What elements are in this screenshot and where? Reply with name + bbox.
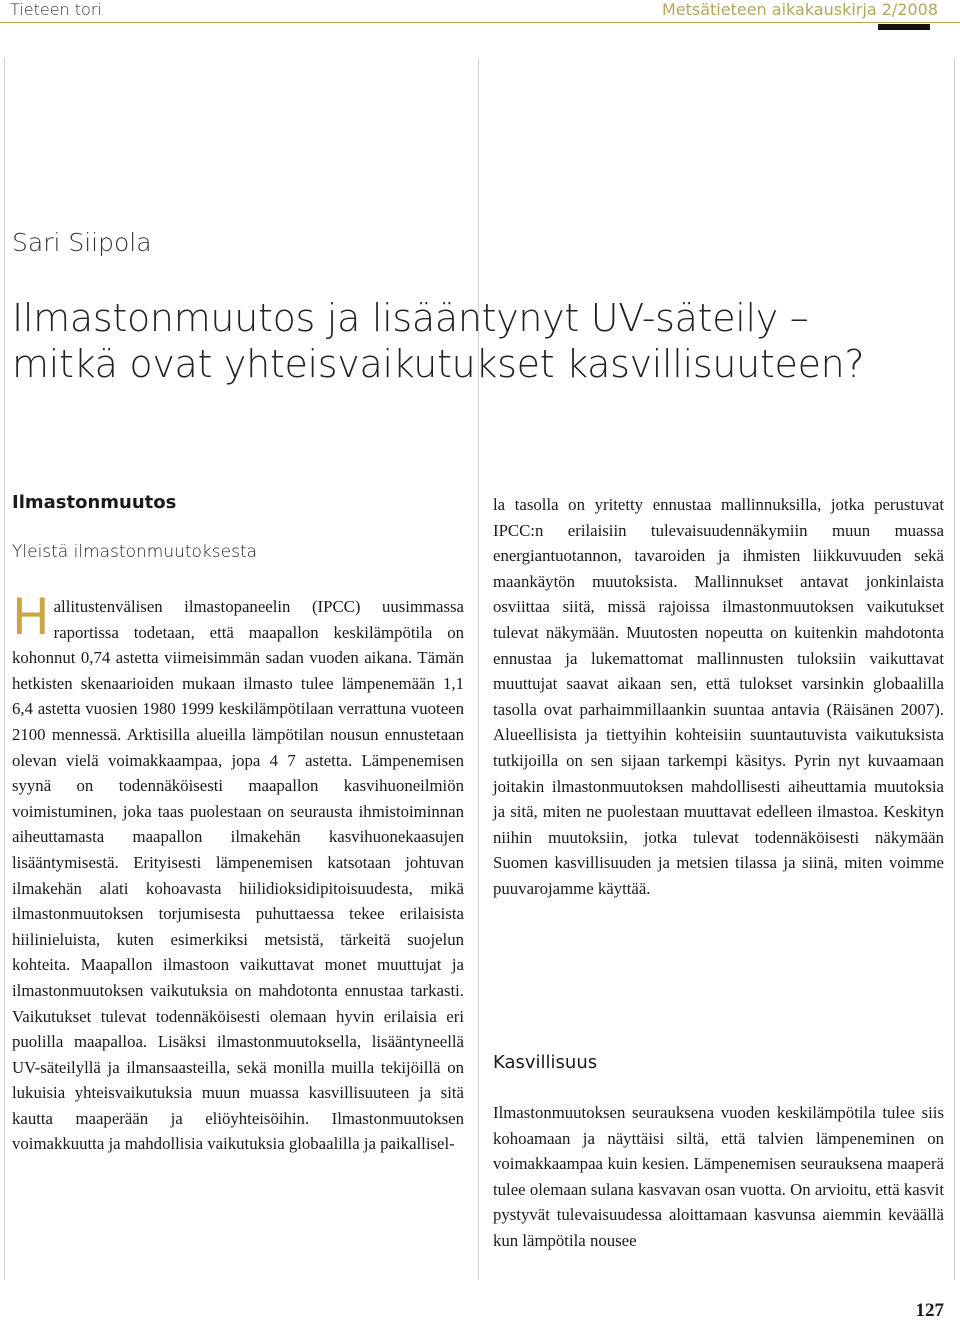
column-2-body: la tasolla on yritetty ennustaa mallinnuksilla, jotka perustuvat IPCC:n erilaisiin tulevaisuudennäkymiin muun muassa energiantuotannon, tavaroiden ja ihmisten liikkuvuuden sekä maankäytön muutoksista. Mallinnukset antavat jonkinlaista osviittaa siitä, missä rajoissa ilmastonmuutoksen vaikutukset tulevat näkymään. Muutosten nopeutta on kuitenkin mahdotonta ennustaa ja lukemattomat mallinnusten tuloksiin vaikuttavat muuttujat saavat aikaan sen, että tulokset varsinkin globaalilla tasolla ovat parhaimmillaankin suuntaa antavia (Räisänen 2007). Alueellisista ja tiettyihin kohteisiin suuntautuvista vaikutuksista tutkijoilla on sen sijaan tarkempi käsitys. Pyrin nyt kuvaamaan joitakin ilmastonmuutoksen mahdollisesti aiheuttamia muutoksia ja sitä, miten ne puolestaan muuttavat edelleen ilmastoa. Keskityn niihin muutoksiin, jotka tulevat todennäköisesti näkymään Suomen kasvillisuuden ja metsien tilassa ja siinä, miten voimme puuvarojamme käyttää.	[493, 495, 944, 898]
article-title	[12, 295, 952, 387]
subsection-heading: Yleistä ilmastonmuutoksesta	[12, 542, 258, 562]
column-1-text: allitustenvälisen ilmastopaneelin (IPCC) uusimmassa raportissa todetaan, että maapallon keskilämpötila on kohonnut 0,74 astetta viimeisimmän sadan vuoden aikana. Tämän hetkisten skenaarioiden mukaan ilmasto tulee lämpenemään 1,1 6,4 astetta vuosien 1980 1999 keskilämpötilaan verrattuna vuoteen 2100 mennessä. Arktisilla alueilla lämpötilan nousun ennustetaan olevan vielä voimakkaampaa, jopa 4 7 astetta. Lämpenemisen syynä on todennäköisesti maapallon kasvihuoneilmiön voimistuminen, joka taas puolestaan on seurausta ihmistoiminnan aiheuttamasta maapallon ilmakehän kasvihuonekaasujen lisääntymisestä. Erityisesti lämpenemisen katsotaan johtuvan ilmakehän alati kohoavasta hiilidioksidipitoisuudesta, mikä ilmastonmuutoksen torjumisesta puhuttaessa tekee erilaisista hiilinieluista, kuten esimerkiksi metsistä, tärkeitä suojelun kohteita. Maapallon ilmastoon vaikuttavat monet muuttujat ja ilmastonmuutoksen vaikutuksia on mahdotonta ennustaa tarkasti. Vaikutukset tulevat todennäköisesti olemaan hyvin erilaisia eri puolilla maapalloa. Lisäksi ilmastonmuutoksella, lisääntyneellä UV-säteilyllä ja ilmansaasteilla, sekä monilla muilla tekijöillä on lukuisia yhteisvaikutuksia muun muassa kasvillisuuteen ja sitä kautta maaperään ja eliöyhteisöihin. Ilmastonmuutoksen voimakkuutta ja mahdollisia vaikutuksia globaalilla ja paikallisel-	[12, 597, 464, 1154]
section-heading-ilmastonmuutos: Ilmastonmuutos	[12, 492, 177, 513]
running-header-section: Tieteen tori	[10, 0, 102, 19]
section-heading-kasvillisuus: Kasvillisuus	[493, 1052, 598, 1073]
column-1-body	[12, 588, 464, 1157]
drop-cap: H	[12, 588, 50, 646]
title-line-2: mitkä ovat yhteisvaikutukset kasvillisuuteen?	[12, 342, 865, 386]
header-rule	[0, 22, 960, 23]
column-divider-rule	[478, 58, 479, 1280]
left-margin-rule	[4, 58, 5, 1280]
running-header-journal: Metsätieteen aikakauskirja 2/2008	[661, 0, 938, 19]
title-line-1: Ilmastonmuutos ja lisääntynyt UV-säteily –	[12, 296, 809, 340]
page-number: 127	[915, 1300, 944, 1321]
column-2-section-2-body: Ilmastonmuutoksen seurauksena vuoden keskilämpötila tulee siis kohoamaan ja näyttäisi siltä, että talvien lämpeneminen on voimakkaampaa kuin kesien. Lämpenemisen seurauksena maaperä tulee olemaan sulana kasvavan osan vuotta. On arvioitu, että kasvit pystyvät tulevaisuudessa aloittamaan kasvunsa aiemmin keväällä kun lämpötila nousee	[493, 1103, 944, 1250]
author-name: Sari Siipola	[12, 228, 152, 257]
header-marker-bar	[878, 24, 930, 30]
right-margin-rule	[954, 58, 955, 1280]
